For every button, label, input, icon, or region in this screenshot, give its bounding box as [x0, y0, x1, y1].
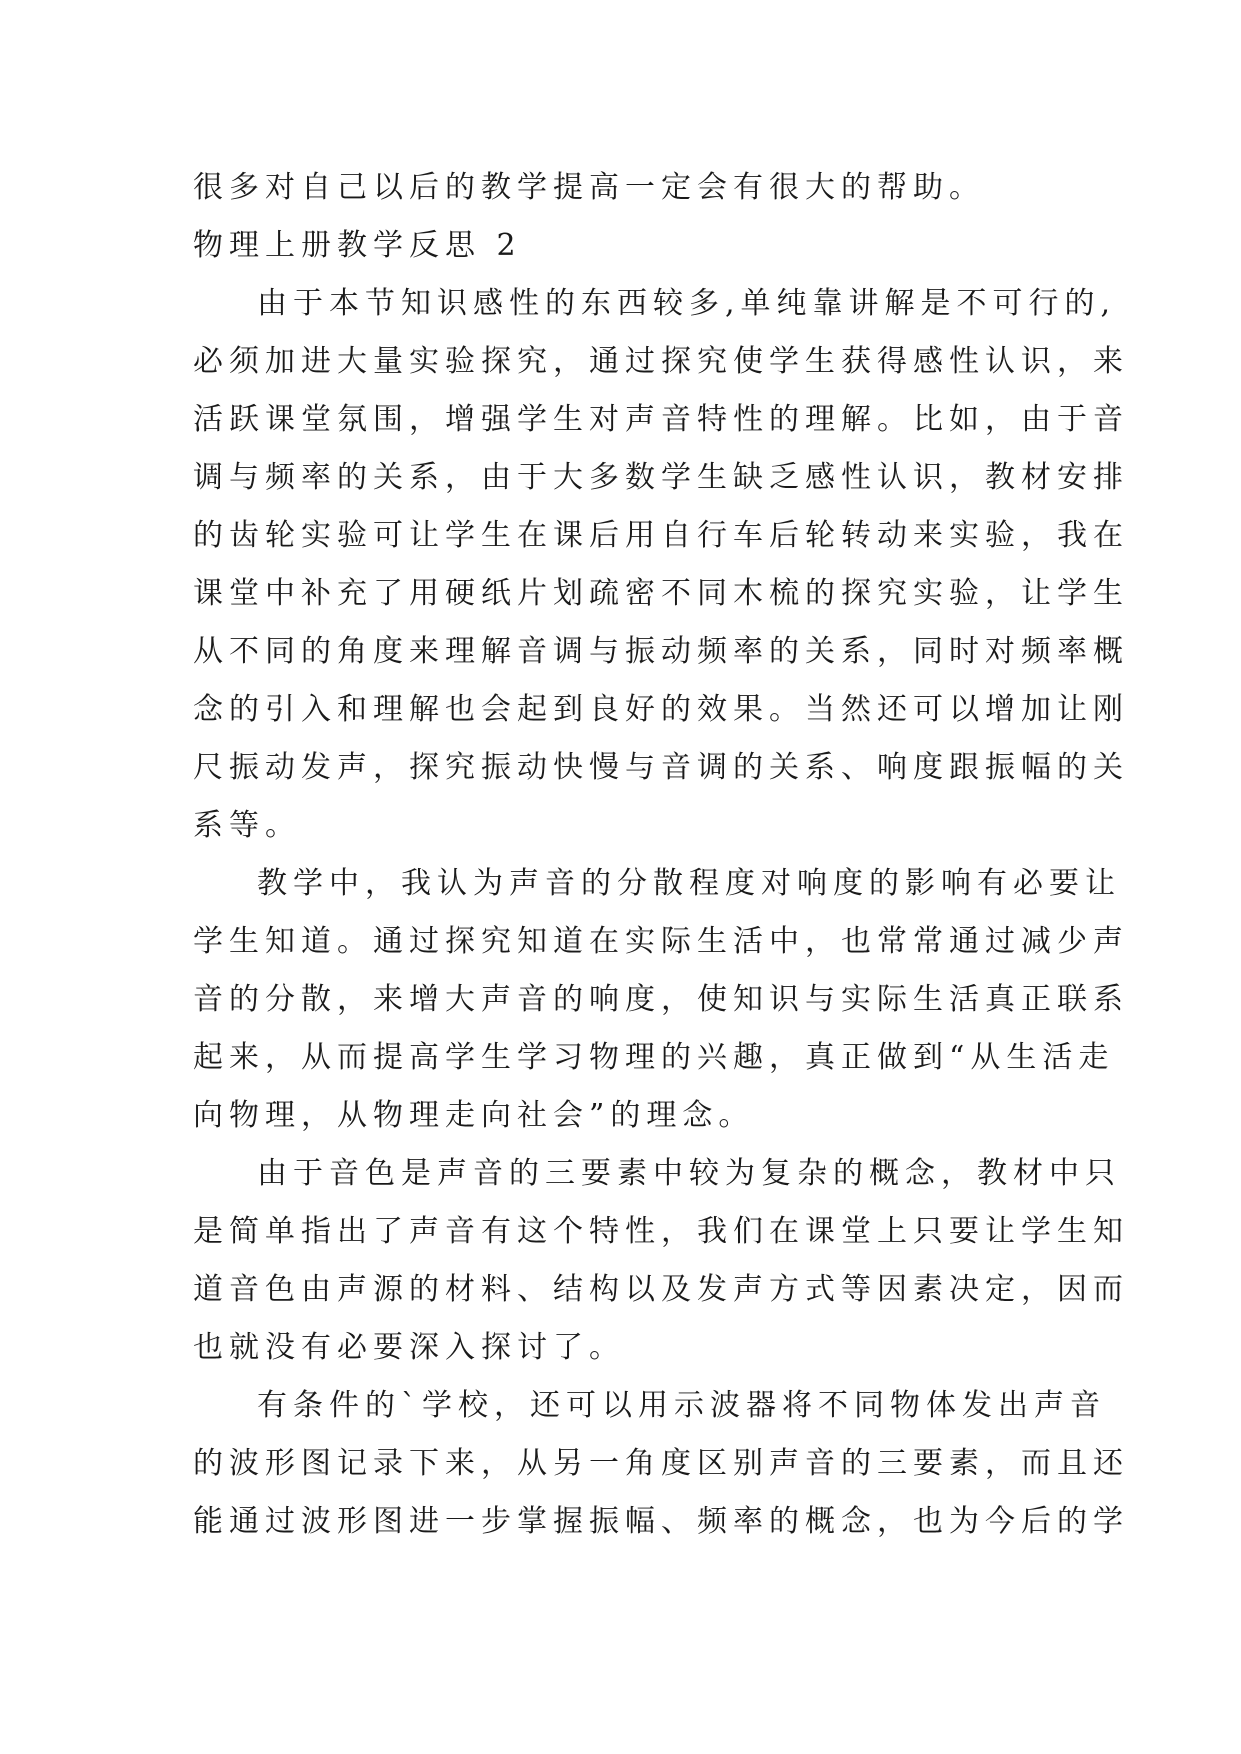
paragraph-line: 由于本节知识感性的东西较多,单纯靠讲解是不可行的,: [257, 286, 1117, 321]
paragraph-line: 教学中，我认为声音的分散程度对响度的影响有必要让: [257, 866, 1121, 901]
paragraph-line: 尺振动发声，探究振动快慢与音调的关系、响度跟振幅的关: [193, 750, 1129, 785]
paragraph-line: 音的分散，来增大声音的响度，使知识与实际生活真正联系: [193, 982, 1129, 1017]
paragraph-line: 也就没有必要深入探讨了。: [193, 1330, 625, 1365]
paragraph-line: 有条件的`学校，还可以用示波器将不同物体发出声音: [257, 1388, 1106, 1423]
paragraph-line: 道音色由声源的材料、结构以及发声方式等因素决定，因而: [193, 1272, 1129, 1307]
carryover-line: 很多对自己以后的教学提高一定会有很大的帮助。: [193, 170, 985, 205]
paragraph-line: 的波形图记录下来，从另一角度区别声音的三要素，而且还: [193, 1446, 1129, 1481]
paragraph-line: 活跃课堂氛围，增强学生对声音特性的理解。比如，由于音: [193, 402, 1129, 437]
paragraph-line: 向物理，从物理走向社会”的理念。: [193, 1098, 755, 1133]
paragraph-line: 从不同的角度来理解音调与振动频率的关系，同时对频率概: [193, 634, 1129, 669]
paragraph-line: 学生知道。通过探究知道在实际生活中，也常常通过减少声: [193, 924, 1129, 959]
paragraph-line: 由于音色是声音的三要素中较为复杂的概念，教材中只: [257, 1156, 1121, 1191]
paragraph-line: 必须加进大量实验探究，通过探究使学生获得感性认识，来: [193, 344, 1129, 379]
paragraph-line: 能通过波形图进一步掌握振幅、频率的概念，也为今后的学: [193, 1504, 1129, 1539]
paragraph-line: 的齿轮实验可让学生在课后用自行车后轮转动来实验，我在: [193, 518, 1129, 553]
paragraph-line: 调与频率的关系，由于大多数学生缺乏感性认识，教材安排: [193, 460, 1129, 495]
paragraph-line: 课堂中补充了用硬纸片划疏密不同木梳的探究实验，让学生: [193, 576, 1129, 611]
paragraph-line: 起来，从而提高学生学习物理的兴趣，真正做到“从生活走: [193, 1040, 1115, 1075]
paragraph-line: 念的引入和理解也会起到良好的效果。当然还可以增加让刚: [193, 692, 1129, 727]
paragraph-line: 系等。: [193, 808, 301, 843]
section-title: 物理上册教学反思 2: [193, 228, 522, 263]
paragraph-line: 是简单指出了声音有这个特性，我们在课堂上只要让学生知: [193, 1214, 1129, 1249]
